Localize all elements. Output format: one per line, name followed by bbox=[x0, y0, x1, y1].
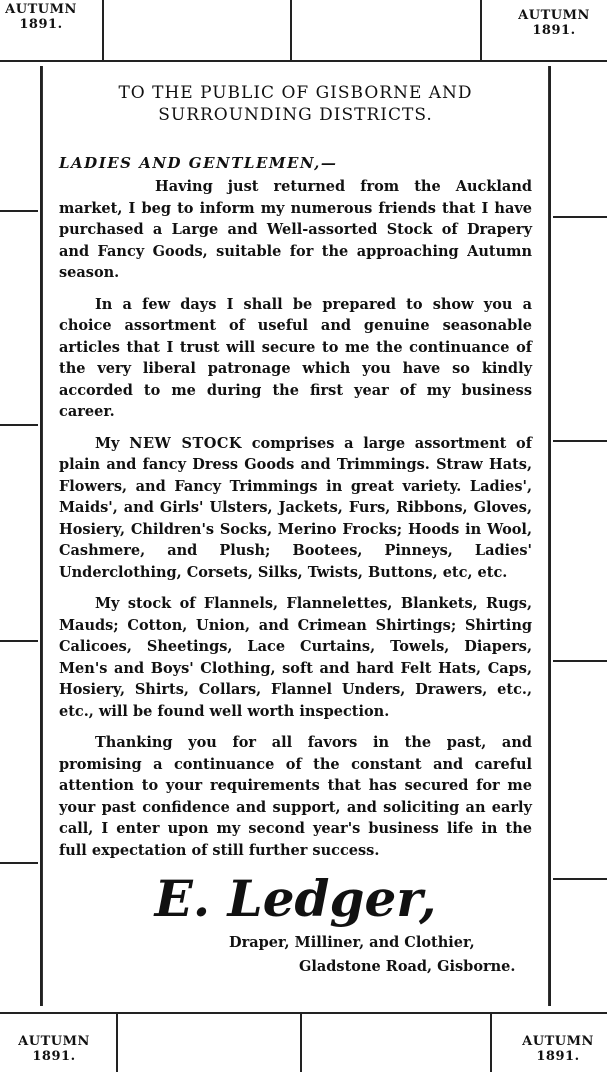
advertisement bbox=[40, 66, 551, 1006]
corner-season: AUTUMN bbox=[518, 8, 590, 23]
advertisement-body bbox=[59, 74, 532, 979]
paragraph-return-from-market: Having just returned from the Auckland market, I beg to inform my numerous friends that I have purchased a Large and Well-assorted Stock of Drapery and Fancy Goods, suitable for the approaching Autumn season. bbox=[59, 178, 532, 281]
paragraph-flannels: My stock of Flannels, Flannelettes, Blankets, Rugs, Mauds; Cotton, Union, and Crimean Shirtings; Shirting Calicoes, Sheetings, Lace Curtains, Towels, Diapers, Men's and Boys' Clothing, soft and hard Felt Hats, Caps, Hosiery, Shirts, Collars, Flannel Unders, Drawers, etc., etc., will be found well worth inspection. bbox=[59, 595, 532, 720]
column-rule bbox=[480, 0, 482, 60]
margin-tick bbox=[0, 640, 38, 642]
address: Gladstone Road, Gisborne. bbox=[299, 958, 516, 975]
header-rule bbox=[0, 60, 607, 62]
new-stock-text: comprises a large assortment of plain and fancy Dress Goods and Trimmings. Straw Hats, Flowers, and Fancy Trimmings in great variety. Ladies', Maids', and Girls' Ulsters, Jackets, Furs, Ribbons, Gloves, Hosiery, Children's Socks, Merino Frocks; Hoods in Wool, Cashmere, and Plush; Bootees, Pinneys, Ladies' Underclothing, Corsets, Silks, Twists, Buttons, etc, etc. bbox=[59, 434, 532, 581]
margin-tick bbox=[553, 216, 607, 218]
margin-tick bbox=[0, 424, 38, 426]
paragraph-choice-assortment: In a few days I shall be prepared to show you a choice assortment of useful and genuine seasonable articles that I trust will secure to me the continuance of the very liberal patronage which you have so kindly accorded to me during the first year of my business career. bbox=[59, 295, 532, 420]
column-rule bbox=[116, 1014, 118, 1072]
corner-season: AUTUMN bbox=[5, 2, 77, 17]
paragraph-thanks: Thanking you for all favors in the past, and promising a continuance of the constant and careful attention to your requirements that has secured for me your past confidence and support, and soliciting an early call, I enter upon my second year's business life in the full expectation of still further success. bbox=[59, 734, 532, 859]
new-stock-lead: My bbox=[95, 434, 120, 452]
column-rule bbox=[290, 0, 292, 60]
column-rule bbox=[102, 0, 104, 60]
salutation: LADIES AND GENTLEMEN,— bbox=[59, 154, 338, 172]
advertisement-frame bbox=[42, 66, 549, 1006]
margin-tick bbox=[0, 210, 38, 212]
margin-tick bbox=[0, 862, 38, 864]
margin-tick bbox=[553, 440, 607, 442]
corner-year: 1891. bbox=[536, 1049, 580, 1064]
corner-season: AUTUMN bbox=[18, 1034, 90, 1049]
corner-year: 1891. bbox=[532, 23, 576, 38]
corner-year: 1891. bbox=[32, 1049, 76, 1064]
column-rule bbox=[300, 1014, 302, 1072]
signature: E. Ledger, bbox=[154, 869, 437, 928]
margin-tick bbox=[553, 660, 607, 662]
corner-label-top-right bbox=[506, 8, 602, 38]
corner-season: AUTUMN bbox=[522, 1034, 594, 1049]
margin-tick bbox=[553, 878, 607, 880]
corner-label-top-left bbox=[2, 2, 80, 32]
corner-label-bottom-left bbox=[4, 1034, 104, 1064]
paragraph-new-stock bbox=[59, 433, 532, 584]
column-rule bbox=[490, 1014, 492, 1072]
footer-rule bbox=[0, 1012, 607, 1014]
corner-label-bottom-right bbox=[512, 1034, 604, 1064]
corner-year: 1891. bbox=[19, 17, 63, 32]
new-stock-label: NEW STOCK bbox=[129, 434, 243, 452]
trade-title: Draper, Milliner, and Clothier, bbox=[229, 934, 475, 951]
advertisement-heading: TO THE PUBLIC OF GISBORNE AND SURROUNDING DISTRICTS. bbox=[118, 83, 473, 125]
